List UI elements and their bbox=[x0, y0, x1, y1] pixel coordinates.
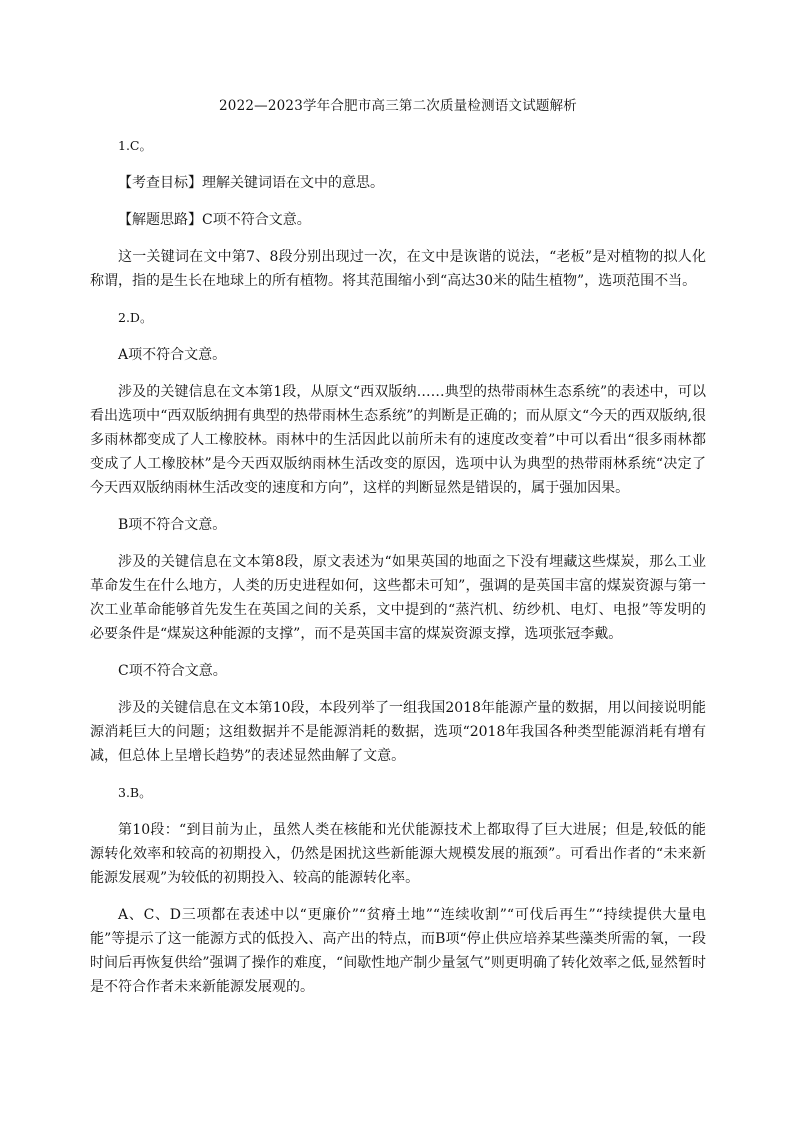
q1-explanation: 这一关键词在文中第7、8段分别出现过一次，在文中是诙谐的说法，“老板”是对植物的拟人化称谓，指的是生长在地球上的所有植物。将其范围缩小到“高达30米的陆生植物”，选项范围不当。 bbox=[90, 249, 706, 289]
exam-objective: 【考查目标】理解关键词语在文中的意思。 bbox=[118, 175, 384, 191]
solution-idea: 【解题思路】C项不符合文意。 bbox=[118, 212, 311, 228]
document-page bbox=[90, 96, 706, 1012]
answer-q3: 3.B。 bbox=[118, 785, 152, 800]
q2-option-b-explanation: 涉及的关键信息在文本第8段，原文表述为“如果英国的地面之下没有埋藏这些煤炭，那么工业革命发生在什么地方，人类的历史进程如何，这些都未可知”，强调的是英国丰富的煤炭资源与第一次工业革命能够首先发生在英国之间的关系，文中提到的“蒸汽机、纺纱机、电灯、电报”等发明的必要条件是“煤炭这种能源的支撑”，而不是英国丰富的煤炭资源支撑，选项张冠李戴。 bbox=[90, 554, 706, 642]
answer-q2: 2.D。 bbox=[118, 310, 153, 325]
document-title: 2022—2023学年合肥市高三第二次质量检测语文试题解析 bbox=[218, 98, 577, 114]
q3-explanation-1: 第10段：“到目前为止，虽然人类在核能和光伏能源技术上都取得了巨大进展；但是,较低的能源转化效率和较高的初期投入，仍然是困扰这些新能源大规模发展的瓶颈”。可看出作者的“未来新能源发展观”为较低的初期投入、较高的能源转化率。 bbox=[90, 822, 706, 886]
answer-q1: 1.C。 bbox=[118, 138, 152, 153]
q2-option-a-explanation: 涉及的关键信息在文本第1段，从原文“西双版纳……典型的热带雨林生态系统”的表述中，可以看出选项中“西双版纳拥有典型的热带雨林生态系统”的判断是正确的；而从原文“今天的西双版纳,很多雨林都变成了人工橡胶林。雨林中的生活因此以前所未有的速度改变着”中可以看出“很多雨林都变成了人工橡胶林”是今天西双版纳雨林生活改变的原因，选项中认为典型的热带雨林系统“决定了今天西双版纳雨林生活改变的速度和方向”，这样的判断显然是错误的，属于强加因果。 bbox=[90, 384, 706, 496]
q2-option-b-heading: B项不符合文意。 bbox=[118, 517, 227, 533]
q2-option-c-heading: C项不符合文意。 bbox=[118, 663, 227, 679]
q2-option-a-heading: A项不符合文意。 bbox=[118, 347, 227, 363]
q2-option-c-explanation: 涉及的关键信息在文本第10段，本段列举了一组我国2018年能源产量的数据，用以间接说明能源消耗巨大的问题；这组数据并不是能源消耗的数据，选项“2018年我国各种类型能源消耗有增有减，但总体上呈增长趋势”的表述显然曲解了文意。 bbox=[90, 700, 706, 764]
q3-explanation-2: A、C、D三项都在表述中以“更廉价”“贫瘠土地”“连续收割”“可伐后再生”“持续提供大量电能”等提示了这一能源方式的低投入、高产出的特点，而B项“停止供应培养某些藻类所需的氧，一段时间后再恢复供给”强调了操作的难度，“间歇性地产制少量氢气”则更明确了转化效率之低,显然暂时是不符合作者未来新能源发展观的。 bbox=[90, 907, 706, 995]
